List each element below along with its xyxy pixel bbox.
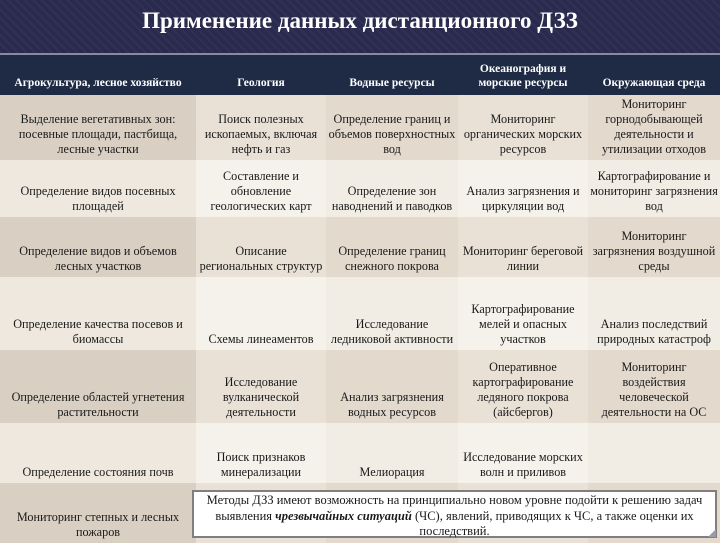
- table-cell: Поиск полезных ископаемых, включая нефть и газ: [196, 95, 326, 160]
- table-cell: Анализ последствий природных катастроф: [588, 277, 720, 350]
- table-cell: Картографирование и мониторинг загрязнения вод: [588, 160, 720, 217]
- table-cell: Мониторинг горнодобывающей деятельности и утилизации отходов: [588, 95, 720, 160]
- column-header-agriculture: Агрокультура, лесное хозяйство: [0, 55, 196, 95]
- table-cell: Исследование ледниковой активности: [326, 277, 458, 350]
- table-cell: Определение видов и объемов лесных участков: [0, 217, 196, 277]
- title-bar: [0, 0, 720, 55]
- table-cell: Определение видов посевных площадей: [0, 160, 196, 217]
- table-cell: [588, 423, 720, 483]
- table-cell: Определение областей угнетения растительности: [0, 350, 196, 423]
- table-cell: Мониторинг степных и лесных пожаров: [0, 483, 196, 543]
- table-row: [0, 217, 720, 277]
- table-row: [0, 423, 720, 483]
- table-cell: Определение состояния почв: [0, 423, 196, 483]
- table-cell: Исследование вулканической деятельности: [196, 350, 326, 423]
- page-title: Применение данных дистанционного ДЗЗ: [142, 8, 578, 33]
- column-header-geology: Геология: [196, 55, 326, 95]
- conclusion-note: [192, 490, 717, 538]
- table-row: [0, 350, 720, 423]
- table-cell: Мониторинг органических морских ресурсов: [458, 95, 588, 160]
- table-header-row: [0, 55, 720, 95]
- table-cell: Оперативное картографирование ледяного покрова (айсбергов): [458, 350, 588, 423]
- table-cell: Мелиорация: [326, 423, 458, 483]
- note-text-start: Методы ДЗЗ имеют возможность на принципиально новом уровне подойти к решению задач выявления: [206, 493, 703, 523]
- table-row: [0, 160, 720, 217]
- table-cell: Исследование морских волн и приливов: [458, 423, 588, 483]
- table-cell: Схемы линеаментов: [196, 277, 326, 350]
- note-text-end: (ЧС), явлений, приводящих к ЧС, а также оценки их последствий.: [411, 508, 694, 538]
- table-cell: Анализ загрязнения водных ресурсов: [326, 350, 458, 423]
- table-cell: Мониторинг загрязнения воздушной среды: [588, 217, 720, 277]
- table-cell: Выделение вегетативных зон: посевные площади, пастбища, лесные участки: [0, 95, 196, 160]
- table-row: [0, 277, 720, 350]
- note-emphasis: чрезвычайных ситуаций: [275, 508, 412, 523]
- table-cell: Анализ загрязнения и циркуляции вод: [458, 160, 588, 217]
- table-cell: Картографирование мелей и опасных участков: [458, 277, 588, 350]
- table-cell: Определение зон наводнений и паводков: [326, 160, 458, 217]
- slide-corner-marker: [708, 529, 716, 537]
- table-cell: Определение границ снежного покрова: [326, 217, 458, 277]
- table-cell: Составление и обновление геологических карт: [196, 160, 326, 217]
- column-header-oceanography: Океанография и морские ресурсы: [458, 55, 588, 95]
- applications-table: [0, 55, 720, 543]
- table-cell: Поиск признаков минерализации: [196, 423, 326, 483]
- column-header-environment: Окружающая среда: [588, 55, 720, 95]
- table-cell: Описание региональных структур: [196, 217, 326, 277]
- table-cell: Определение качества посевов и биомассы: [0, 277, 196, 350]
- table-row: [0, 95, 720, 160]
- table-cell: Определение границ и объемов поверхностных вод: [326, 95, 458, 160]
- table-cell: Мониторинг воздействия человеческой деятельности на ОС: [588, 350, 720, 423]
- column-header-water: Водные ресурсы: [326, 55, 458, 95]
- table-cell: Мониторинг береговой линии: [458, 217, 588, 277]
